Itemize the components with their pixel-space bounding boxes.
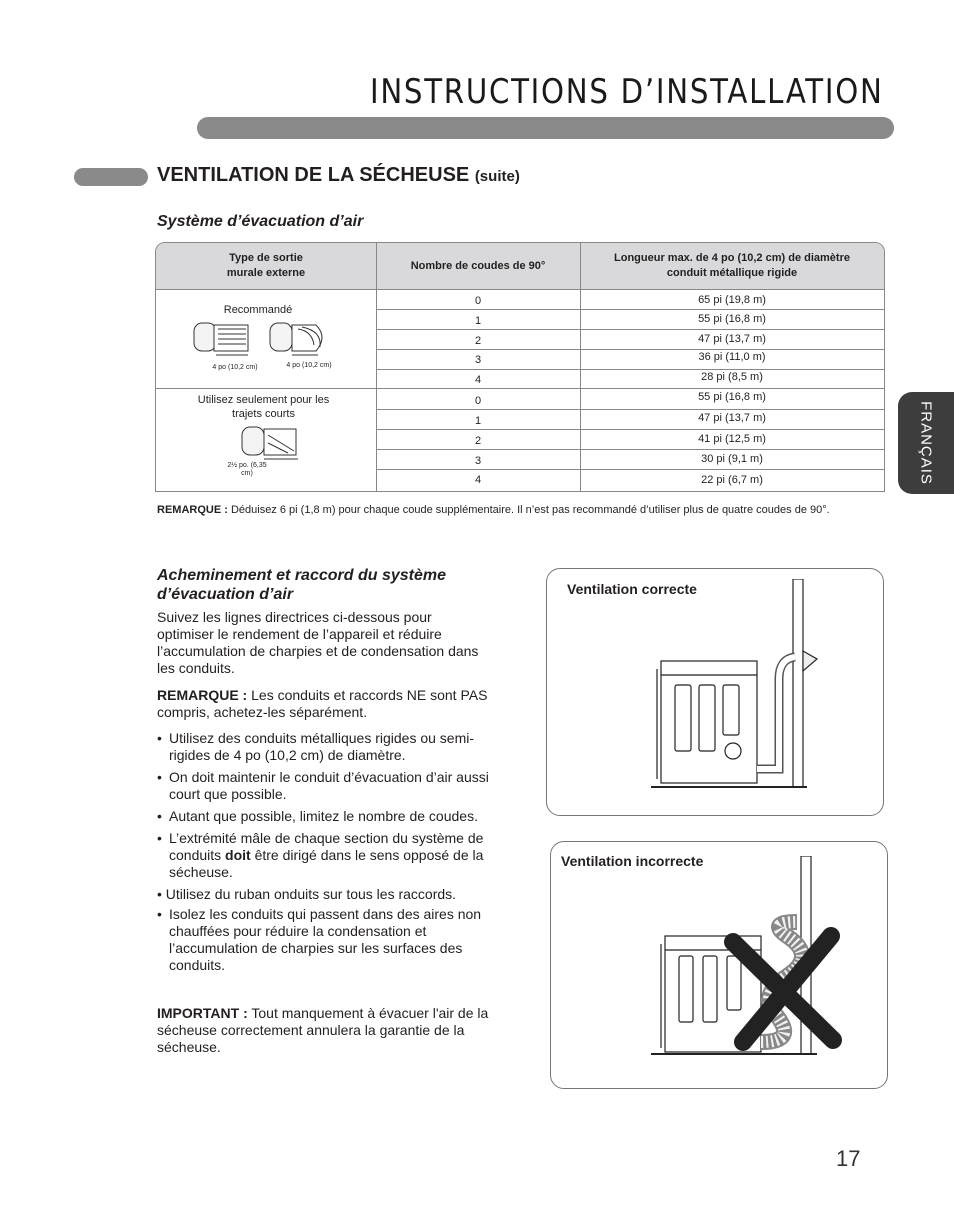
- elbows-cell: 0: [474, 295, 482, 307]
- guideline-list: [157, 730, 502, 977]
- elbows-cell: 2: [474, 435, 482, 447]
- important-text: Tout manquement à évacuer l'air de la sécheuse correctement annulera la garantie de la sécheuse.: [157, 1005, 489, 1055]
- elbows-cell: 3: [474, 354, 482, 366]
- column-header-length: Longueur max. de 4 po (10,2 cm) de diamètre conduit métallique rigide: [614, 252, 850, 279]
- incorrect-ventilation-label: Ventilation incorrecte: [561, 853, 704, 869]
- length-cell: 22 pi (6,7 m): [701, 474, 763, 486]
- exhaust-system-heading: Système d’évacuation d’air: [157, 213, 364, 230]
- table-note: [157, 503, 837, 517]
- list-item: • Utilisez des conduits métalliques rigides ou semi-rigides de 4 po (10,2 cm) de diamètre.: [157, 730, 475, 763]
- elbows-cell: 4: [474, 374, 482, 386]
- list-item: • L’extrémité mâle de chaque section du système de conduits doit être dirigé dans le sens opposé de la sécheuse.: [157, 830, 484, 880]
- page-title: INSTRUCTIONS D’INSTALLATION: [370, 72, 884, 112]
- short-run-vent-hood-icon: [240, 423, 310, 467]
- section-title-suffix: (suite): [474, 168, 520, 185]
- correct-ventilation-diagram: [546, 568, 884, 816]
- table-note-label: REMARQUE :: [157, 504, 228, 516]
- length-cell: 55 pi (16,8 m): [698, 391, 766, 403]
- remarque-label: REMARQUE :: [157, 687, 248, 703]
- length-cell: 47 pi (13,7 m): [698, 412, 766, 424]
- column-header-elbows: Nombre de coudes de 90°: [410, 259, 546, 272]
- remarque-text: Les conduits et raccords NE sont PAS compris, achetez-les séparément.: [157, 687, 488, 720]
- table-header: [156, 243, 884, 290]
- section-pill: [74, 168, 148, 186]
- length-cell: 65 pi (19,8 m): [698, 294, 766, 306]
- length-cell: 47 pi (13,7 m): [698, 333, 766, 345]
- elbows-cell: 1: [474, 315, 482, 327]
- section-title-text: VENTILATION DE LA SÉCHEUSE: [157, 164, 470, 186]
- title-bar: [197, 117, 894, 139]
- list-item: • Autant que possible, limitez le nombre de coudes.: [157, 808, 478, 824]
- incorrect-ventilation-diagram: [550, 841, 888, 1089]
- length-cell: 55 pi (16,8 m): [698, 313, 766, 325]
- correct-ventilation-label: Ventilation correcte: [567, 581, 697, 597]
- list-item: • Isolez les conduits qui passent dans des aires non chauffées pour réduire la condensation et l’accumulation de charpies sur les surfaces des conduits.: [157, 906, 482, 973]
- incorrect-dryer-illustration: [647, 856, 847, 1066]
- section-title: [157, 164, 520, 187]
- list-item: • On doit maintenir le conduit d’évacuation d’air aussi court que possible.: [157, 769, 489, 802]
- routing-heading: Acheminement et raccord du système d’évacuation d’air: [157, 567, 446, 603]
- length-cell: 41 pi (12,5 m): [698, 433, 766, 445]
- table-note-text: Déduisez 6 pi (1,8 m) pour chaque coude supplémentaire. Il n’est pas recommandé d’utiliser plus de quatre coudes de 90°.: [230, 504, 830, 516]
- correct-dryer-illustration: [647, 579, 837, 793]
- important-label: IMPORTANT :: [157, 1005, 248, 1021]
- recommended-dim-right: 4 po (10,2 cm): [286, 362, 332, 369]
- routing-intro: Suivez les lignes directrices ci-dessous pour optimiser le rendement de l’appareil et réduire l’accumulation de charpies et de condensation dans les conduits.: [157, 609, 479, 676]
- language-tab: [898, 392, 954, 494]
- elbows-cell: 2: [474, 335, 482, 347]
- recommended-dim-left: 4 po (10,2 cm): [212, 364, 258, 371]
- elbows-cell: 4: [474, 474, 482, 486]
- short-run-dim: 2½ po. (6,35 cm): [227, 462, 267, 477]
- length-cell: 36 pi (11,0 m): [698, 351, 766, 363]
- elbows-cell: 3: [474, 455, 482, 467]
- elbows-cell: 1: [474, 415, 482, 427]
- important-note: [157, 1005, 497, 1056]
- elbows-cell: 0: [474, 395, 482, 407]
- list-item: • Utilisez du ruban onduits sur tous les raccords.: [157, 886, 457, 902]
- length-cell: 30 pi (9,1 m): [701, 453, 763, 465]
- length-cell: 28 pi (8,5 m): [701, 371, 763, 383]
- group-label-recommended: Recommandé: [223, 304, 293, 316]
- language-tab-label: FRANÇAIS: [917, 401, 935, 485]
- routing-remarque: [157, 687, 497, 721]
- page-number: 17: [836, 1146, 861, 1171]
- column-header-outlet: Type de sortie murale externe: [226, 252, 306, 279]
- exhaust-table: [155, 242, 885, 492]
- group-label-short-runs: Utilisez seulement pour les trajets courts: [197, 394, 330, 420]
